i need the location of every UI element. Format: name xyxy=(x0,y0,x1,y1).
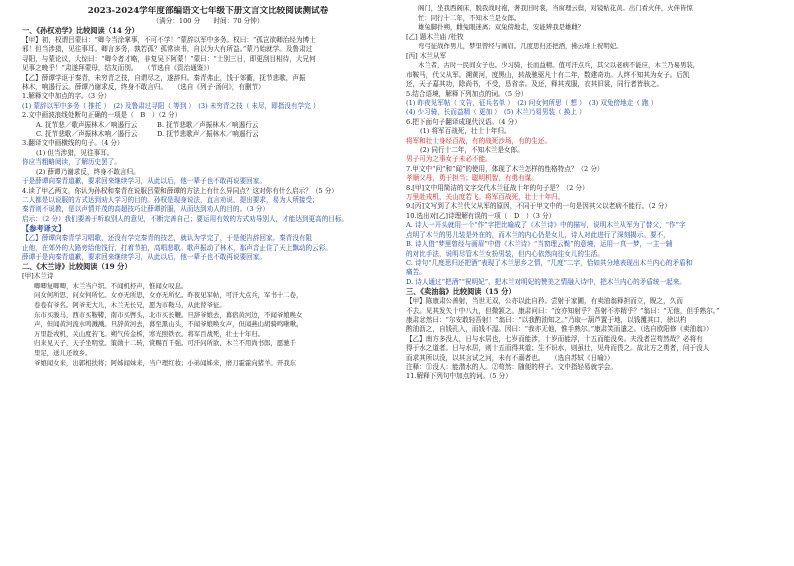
passage-line: 【乙】南方多没人，日与水居也，七岁而能涉，十岁而能浮，十五而能没矣。夫没者岂苟然哉？必将有 xyxy=(406,334,703,343)
passage-line: 见事之晚乎！”肃遂拜蒙母，结友而别。 （节选自《资治通鉴》） xyxy=(22,64,214,73)
q6-answer-1: 将军和壮士身经百战，有的战死沙场，有的生还。 xyxy=(406,136,552,145)
passage-line: 【乙】薛谭学讴于秦青，未穷青之技，自谓尽之，遂辞归。秦青弗止，饯于郊衢，抚节悲歌，声振 xyxy=(22,73,306,82)
passage-line: 还，天子嘉其功，除尚书，不受，恳省亲。及还，释其戎服，衣其旧裳，同行者皆骇之。 xyxy=(406,80,664,89)
passage-line: 得于水之道者。日与水居，则十五而得其道；生不识水，则虽壮，见舟而畏之。故北方之勇者，问于没人 xyxy=(406,344,710,353)
left-column xyxy=(22,6,394,566)
exam-subtitle: （满分：100 分 时间：70 分钟） xyxy=(152,17,264,25)
poem-line: 东市买骏马，西市买鞍鞯，南市买辔头，北市买长鞭。旦辞爷娘去，暮宿黄河边，不闻爷娘唤女 xyxy=(34,310,303,319)
poem-line: 万里赴戎机，关山度若飞。朔气传金柝，寒光照铁衣。将军百战死，壮士十年归。 xyxy=(34,329,265,338)
poem-yi: 弯弓征战作男儿，梦里曾经与画眉。几度思归还把酒，拂云堆上祝明妃。 xyxy=(418,42,623,51)
question-9: 9.[丙]文写到了木兰代父从军的原因，不同于甲文中的一句是因其父以老病不能行。（2 分） xyxy=(406,202,671,211)
passage-b xyxy=(22,74,394,93)
poem-line: 爷娘闻女来，出郭相扶将；阿姊闻妹来，当户理红妆；小弟闻姊来，磨刀霍霍向猪羊。开我东 xyxy=(34,358,297,367)
passage-line: 市鞍马，代父从军。溯黄河，度黑山，转战驰驱凡十有二年，数建奇功。人终不知其为女子。后凯 xyxy=(406,70,690,79)
annotation-note: 注释：①没人：能潜水的人。②苟然：随便的样子。文中指轻易就学会。 xyxy=(406,362,617,371)
question-5: 5.结合语境，解释下列加点的词。（5 分） xyxy=(406,89,528,98)
reference-line: 【乙】薛谭向秦青学习唱歌，还没有学完秦青的技艺，就认为学完了，于是便告辞回家。秦青没有阻 xyxy=(22,234,313,243)
q3-answer-2: 于是薛谭向秦青道歉，要求回来继续学习，从此以后，他一辈子也不敢再说要回家。 xyxy=(22,177,266,186)
passage-line: 康肃忿然曰：“尔安敢轻吾射！”翁曰：“以我酌油知之。”乃取一葫芦置于地，以钱覆其口，徐以杓 xyxy=(406,315,687,324)
q6-sentence-2: (2) 同行十二年，不知木兰是女郎。 xyxy=(420,146,524,155)
question-8: 8.[甲]文中用简洁的文字交代木兰征战十年的句子是？（2 分） xyxy=(406,183,589,192)
q3-answer-1: 你应当粗略阅读，了解历史罢了。 xyxy=(22,158,121,167)
passage-line: 【甲】初，权谓吕蒙曰：“卿今当涂掌事，不可不学！”蒙辞以军中多务。权曰：“孤岂欲卿治经为博士 xyxy=(22,36,316,44)
q10-option-line: 痛苦。 xyxy=(406,268,426,277)
q10-option-line: 点明了木兰的男儿装是外在的，而木兰的内心仍是女儿，诗人对此进行了深刻揭示。要不， xyxy=(406,230,670,239)
q10-option-line: C. 诗句“几度思归还把酒”表现了木兰思乡之情，“几度”二字，恰如其分地表现出木兰内心的矛盾和 xyxy=(406,258,693,267)
passage-line: 酌油沥之，自钱孔入，而钱不湿。因曰：“我亦无他，惟手熟尔。”康肃笑而遣之。（选自欧阳修《卖油翁》） xyxy=(406,325,713,334)
question-10: 10.选出对[乙]诗理解有误的一项（ D ）（3 分） xyxy=(406,211,556,220)
option-ab: A. 抚节悲／歌声振林木／响遏行云 B. 抚节悲歌／声振林木／响遏行云 xyxy=(36,120,259,129)
q6-sentence-1: (1) 将军百战死，壮士十年归。 xyxy=(420,127,511,136)
passage-bing-title: [丙] 木兰从军 xyxy=(406,51,447,60)
section3-heading: 三、《卖油翁》比较阅读（15 分） xyxy=(406,287,516,297)
question-7: 7.甲文中“问”和“闻”的使用，体现了木兰怎样的性格特点？（2 分） xyxy=(406,164,604,173)
right-column xyxy=(406,4,776,564)
question-1: 1.解释文中加点的字。（3 分） xyxy=(22,92,111,101)
section1-heading: 一、《孙权劝学》比较阅读（14 分） xyxy=(22,26,139,35)
poem-line: 里足，送儿还故乡。 xyxy=(34,348,92,357)
q4-answer-line: 启示：（2 分）我们要善于听取别人的意见，不断完善自己；要运用有效的方式劝导别人，才能达到更高的目标。 xyxy=(22,214,349,223)
passage-line: 不去。见其发矢十中八九，但微颔之。康肃问曰：“汝亦知射乎？吾射不亦精乎？”翁曰：“无他，但手熟尔。” xyxy=(406,306,720,315)
poem-line: 唧唧复唧唧，木兰当户织。不闻机杼声，惟闻女叹息。 xyxy=(34,281,188,290)
q4-answer-line: 秦青则不说教，是以声情并茂的高超技巧让薛谭折服，从而达到劝人的目的。（3 分） xyxy=(22,205,269,214)
passage-line: 【甲】陈康肃公善射，当世无双，公亦以此自矜。尝射于家圃，有卖油翁释担而立，睨之，久而 xyxy=(406,297,683,306)
question-6: 6.把下面句子翻译成现代汉语。（4 分） xyxy=(406,117,521,126)
passage-line: 林木，响遏行云。薛谭乃谢求反，终身不敢言归。 （选自《列子·汤问》，有删节） xyxy=(22,83,265,92)
reference-line: 薛谭于是向秦青道歉，要求回来继续学习，从此以后，他一辈子也不敢再说要回家。 xyxy=(22,252,266,261)
poem-line: 忙：同行十二年，不知木兰是女郎。 xyxy=(418,13,521,22)
answer-5b: (4) 少习骑，长而益精（ 更加 ） (5) 木兰乃易男装（ 换上 ） xyxy=(406,108,586,117)
q4-answer-line: 二人都是以说服的方式达到劝人学习的目的。孙权是现身说法，直言劝说，提出要求，易为人所接受； xyxy=(22,195,319,204)
answer-8: 万里赴戎机，关山度若飞。将军百战死，壮士十年归。 xyxy=(406,193,565,202)
q6-answer-2: 男子可为之事女子未必不能。 xyxy=(406,155,492,164)
poem-line: 问女何所思，问女何所忆。女亦无所思，女亦无所忆。昨夜见军帖，可汗大点兵，军书十二卷， xyxy=(34,291,303,300)
q10-option-line: D. 诗人通过“把酒”“祝明妃”，把木兰对明妃的赞美之情融入诗中，把木兰内心的矛盾统一起来。 xyxy=(406,277,686,286)
question-11: 11.解释下列句中加点的词。（5 分） xyxy=(406,372,512,381)
q10-option-line: A. 诗人一开头就用一个“作”字把比喻成了《木兰诗》中的描写，说明木兰从军为了替父，“作”字 xyxy=(406,221,686,230)
poem-yi-title: [乙] 题木兰庙 /杜牧 xyxy=(406,32,464,41)
question-2: 2.文中画波浪线处断句正确的一项是（ B ）（2 分） xyxy=(22,111,182,120)
passage-line: 寻阳，与蒙论议，大惊曰：“卿今者才略，非复吴下阿蒙！”蒙曰：“士别三日，即更刮目相待，大兄何 xyxy=(22,54,316,63)
question-3: 3.翻译文中画横线的句子。（4 分） xyxy=(22,139,124,148)
section2-heading: 二、《木兰诗》比较阅读（19 分） xyxy=(22,262,132,272)
answer-5a: (1) 昨夜见军帖（ 文告，征兵名单 ） (2) 问女何所思（ 想 ） (3) 双兔傍地走（ 跑 ） xyxy=(406,99,658,107)
reference-line: 止他，在郊外的大路旁给他饯行，打着节拍，高唱悲歌。歌声振动了林木，那声音止住了天上飘动的云彩。 xyxy=(22,243,332,252)
poem-line: 雄兔脚扑朔，雌兔眼迷离；双兔傍地走，安能辨我是雄雌？ xyxy=(418,23,585,32)
q3-sentence-1: (1) 但当涉猎，见往事耳。 xyxy=(36,148,114,157)
q3-sentence-2: (2) 薛谭乃谢求反，终身不敢言归。 xyxy=(36,167,140,176)
poem-line: 声，但闻黄河流水鸣溅溅。旦辞黄河去，暮至黑山头，不闻爷娘唤女声，但闻燕山胡骑鸣啾啾。 xyxy=(34,320,303,329)
passage-line: 木兰者，古时一民间女子也。少习骑，长而益精。值可汗点兵，其父以老病不能应，木兰乃易男装， xyxy=(418,61,700,70)
answer-7: 孝顺父母，勇于担当；聪明机智，有勇有谋。 xyxy=(406,174,538,183)
answer-1: (1) 蒙辞以军中多务（ 推托 ） (2) 及鲁肃过寻阳（ 等到 ） (3) 未穷青之技（ 未尽，即指没有学完 ） xyxy=(22,101,320,110)
poem-line: 归来见天子，天子坐明堂。策勋十二转，赏赐百千强。可汗问所欲，木兰不用尚书郎，愿驰千 xyxy=(34,339,297,348)
poem-line: 卷卷有爷名。阿爷无大儿，木兰无长兄，愿为市鞍马，从此替爷征。 xyxy=(34,300,226,309)
poem-line: 阁门，坐我西阁床，脱我战时袍，著我旧时裳，当窗理云鬓，对镜帖花黄。出门看火伴，火伴皆惊 xyxy=(418,4,693,12)
question-4: 4.读了甲乙两文，你认为孙权和秦青在说服吕蒙和薛谭的方法上有什么异同点？这对你有什么启示？（5 分） xyxy=(22,186,338,195)
option-cd: C. 抚节悲歌／声振林木响／遏行云 D. 抚节悲歌声／振林木／响遏行云 xyxy=(36,130,259,139)
passage-a xyxy=(22,36,394,74)
poem-label-jia: [甲]木兰诗 xyxy=(22,272,54,281)
exam-title: 2023-2024学年度部编语文七年级下册文言文比较阅读测试卷 xyxy=(87,6,329,16)
q10-option-line: B. 诗人借“梦里曾经与画眉”中借《木兰诗》“当窗理云鬓”的意境，运用一真一梦，一主一辅 xyxy=(406,240,673,249)
q10-option-line: 的对比手法，说明尽管木兰女扮男装，但内心依然向往女儿的生活。 xyxy=(406,249,604,258)
passage-line: 而求其所以没，以其言试之河，未有不溺者也。 （选自苏轼《日喻》） xyxy=(406,353,614,362)
reference-heading: 【参考译文】 xyxy=(22,224,66,234)
passage-line: 邪！但当涉猎，见往事耳。卿言多务，孰若孤？孤常读书，自以为大有所益。”蒙乃始就学。及鲁肃过 xyxy=(22,45,313,54)
